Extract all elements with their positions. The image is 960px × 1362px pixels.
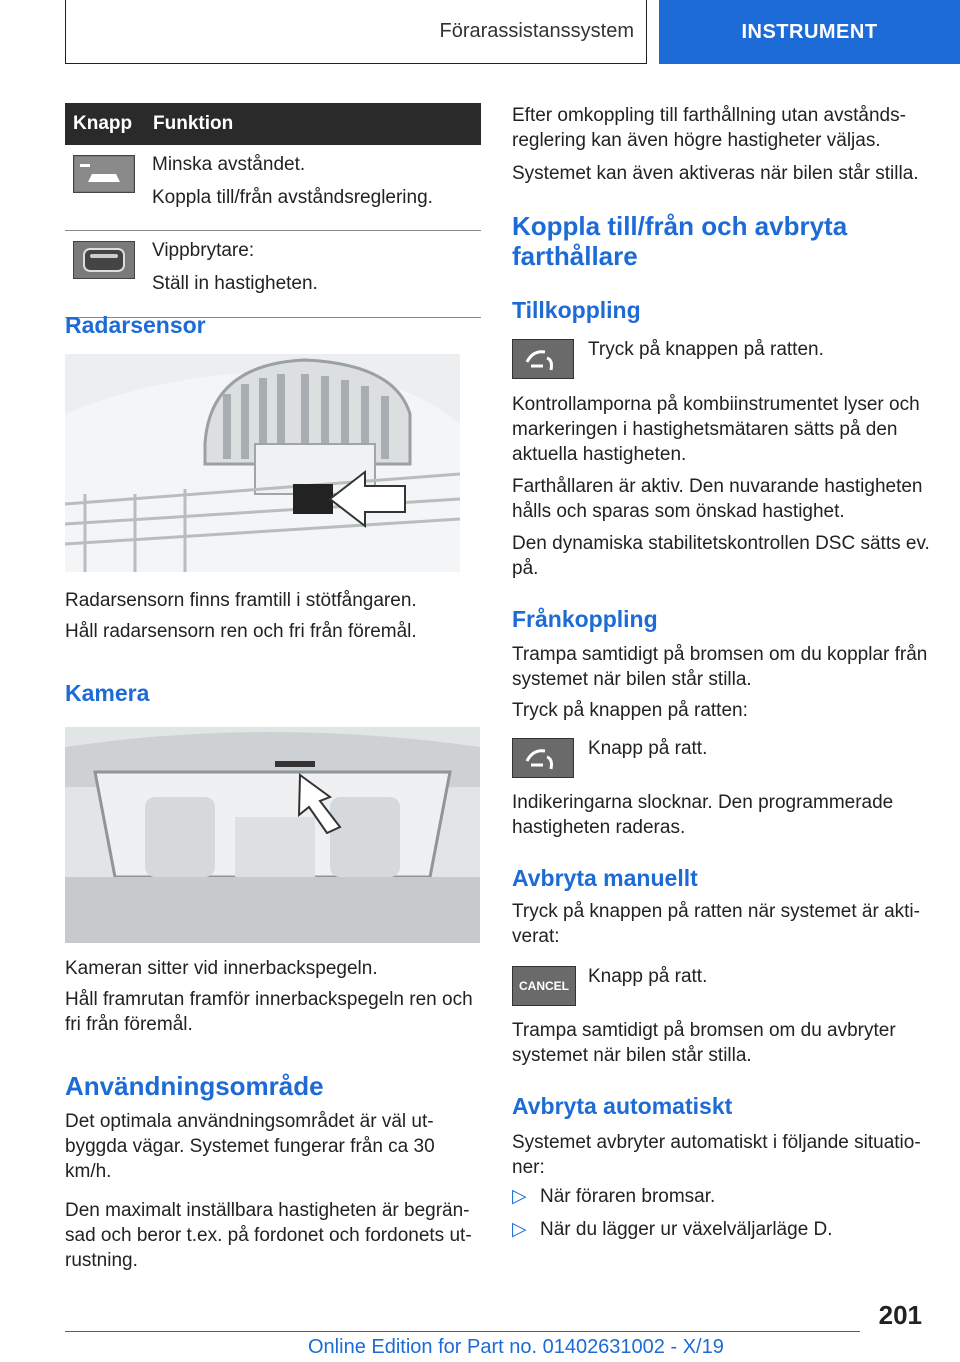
rocker-switch-icon xyxy=(73,241,135,279)
triangle-bullet-icon: ▷ xyxy=(512,1219,527,1240)
col-header-button: Knapp xyxy=(65,103,152,145)
frankoppling-heading: Frånkoppling xyxy=(512,606,658,632)
list-item-text: När du lägger ur växelväljarläge D. xyxy=(540,1219,833,1240)
distance-button-icon xyxy=(73,155,135,193)
tillkoppling-icon-text: Tryck på knappen på ratten. xyxy=(588,339,824,360)
table-cell-text: Koppla till/från avståndsreglering. xyxy=(152,186,433,208)
list-item-text: När föraren bromsar. xyxy=(540,1186,716,1207)
avbryta-manuellt-paragraph-2: Trampa samtidigt på bromsen om du avbryter systemet när bilen står stilla. xyxy=(512,1020,896,1067)
usage-paragraph-2: Den maximalt inställbara hastigheten är begränsad och beror t.ex. på fordonet och fordonets utrustning. xyxy=(65,1200,472,1272)
col-header-function: Funktion xyxy=(152,103,481,145)
usage-heading: Användningsområde xyxy=(65,1071,324,1101)
footer-edition-text: Online Edition for Part no. 01402631002 - X/19 xyxy=(308,1336,724,1358)
tillkoppling-paragraph-2: Farthållaren är aktiv. Den nuvarande hastigheten hålls och sparas som önskad hastighet. xyxy=(512,476,923,523)
button-function-table xyxy=(65,103,481,318)
chapter-title: Förarassistanssystem xyxy=(439,20,634,42)
avbryta-manuellt-heading: Avbryta manuellt xyxy=(512,865,698,891)
radar-paragraph-2: Håll radarsensorn ren och fri från föremål. xyxy=(65,621,417,642)
page-number: 201 xyxy=(878,1300,922,1330)
usage-paragraph-1: Det optimala användningsområdet är väl utbyggda vägar. Systemet fungerar från ca 30 km/h. xyxy=(65,1111,435,1183)
triangle-bullet-icon: ▷ xyxy=(512,1186,527,1207)
intro-paragraph-2: Systemet kan även aktiveras när bilen står stilla. xyxy=(512,163,919,184)
tillkoppling-heading: Tillkoppling xyxy=(512,297,641,323)
cruise-control-button-icon xyxy=(512,339,574,379)
radar-heading: Radarsensor xyxy=(65,312,206,338)
list-item xyxy=(512,1218,833,1243)
radar-sensor-image xyxy=(65,354,460,572)
footer-divider xyxy=(65,1331,860,1332)
avbryta-automatiskt-heading: Avbryta automatiskt xyxy=(512,1093,733,1119)
table-row xyxy=(65,231,481,317)
cancel-button-icon xyxy=(512,966,576,1006)
camera-heading: Kamera xyxy=(65,680,150,706)
section-title: INSTRUMENT xyxy=(741,20,878,43)
table-cell-text: Ställ in hastigheten. xyxy=(152,273,318,295)
avbryta-automatiskt-paragraph: Systemet avbryter automatiskt i följande situationer: xyxy=(512,1132,921,1179)
frankoppling-paragraph-3: Indikeringarna slocknar. Den programmerade hastigheten raderas. xyxy=(512,792,894,839)
camera-paragraph-1: Kameran sitter vid innerbackspegeln. xyxy=(65,958,378,979)
chapter-tab xyxy=(65,0,647,64)
section-tab[interactable] xyxy=(659,0,960,64)
radar-paragraph-1: Radarsensorn finns framtill i stötfångaren. xyxy=(65,590,417,611)
table-cell-text: Minska avståndet. xyxy=(152,154,306,175)
avbryta-manuellt-paragraph-1: Tryck på knappen på ratten när systemet är aktiverat: xyxy=(512,901,920,948)
tillkoppling-paragraph-1: Kontrollamporna på kombiinstrumentet lyser och markeringen i hastighetsmätaren sätts på den aktuella hastigheten. xyxy=(512,394,920,466)
camera-image xyxy=(65,727,480,943)
list-item xyxy=(512,1185,715,1210)
avbryta-manuellt-icon-text: Knapp på ratt. xyxy=(588,966,708,987)
intro-paragraph-1: Efter omkoppling till farthållning utan avståndsreglering kan även högre hastigheter väljas. xyxy=(512,105,906,152)
main-heading: Koppla till/från och avbryta farthållare xyxy=(512,211,848,271)
cancel-button-label: CANCEL xyxy=(519,979,569,993)
frankoppling-icon-text: Knapp på ratt. xyxy=(588,738,708,759)
frankoppling-paragraph-1: Trampa samtidigt på bromsen om du kopplar från systemet när bilen står stilla. xyxy=(512,644,928,691)
camera-paragraph-2: Håll framrutan framför innerbackspegeln ren och fri från föremål. xyxy=(65,989,473,1036)
table-row xyxy=(65,145,481,231)
frankoppling-paragraph-2: Tryck på knappen på ratten: xyxy=(512,700,748,721)
table-cell-text: Vippbrytare: xyxy=(152,240,255,262)
cruise-control-button-icon xyxy=(512,738,574,778)
tillkoppling-paragraph-3: Den dynamiska stabilitetskontrollen DSC sätts ev. på. xyxy=(512,533,930,580)
